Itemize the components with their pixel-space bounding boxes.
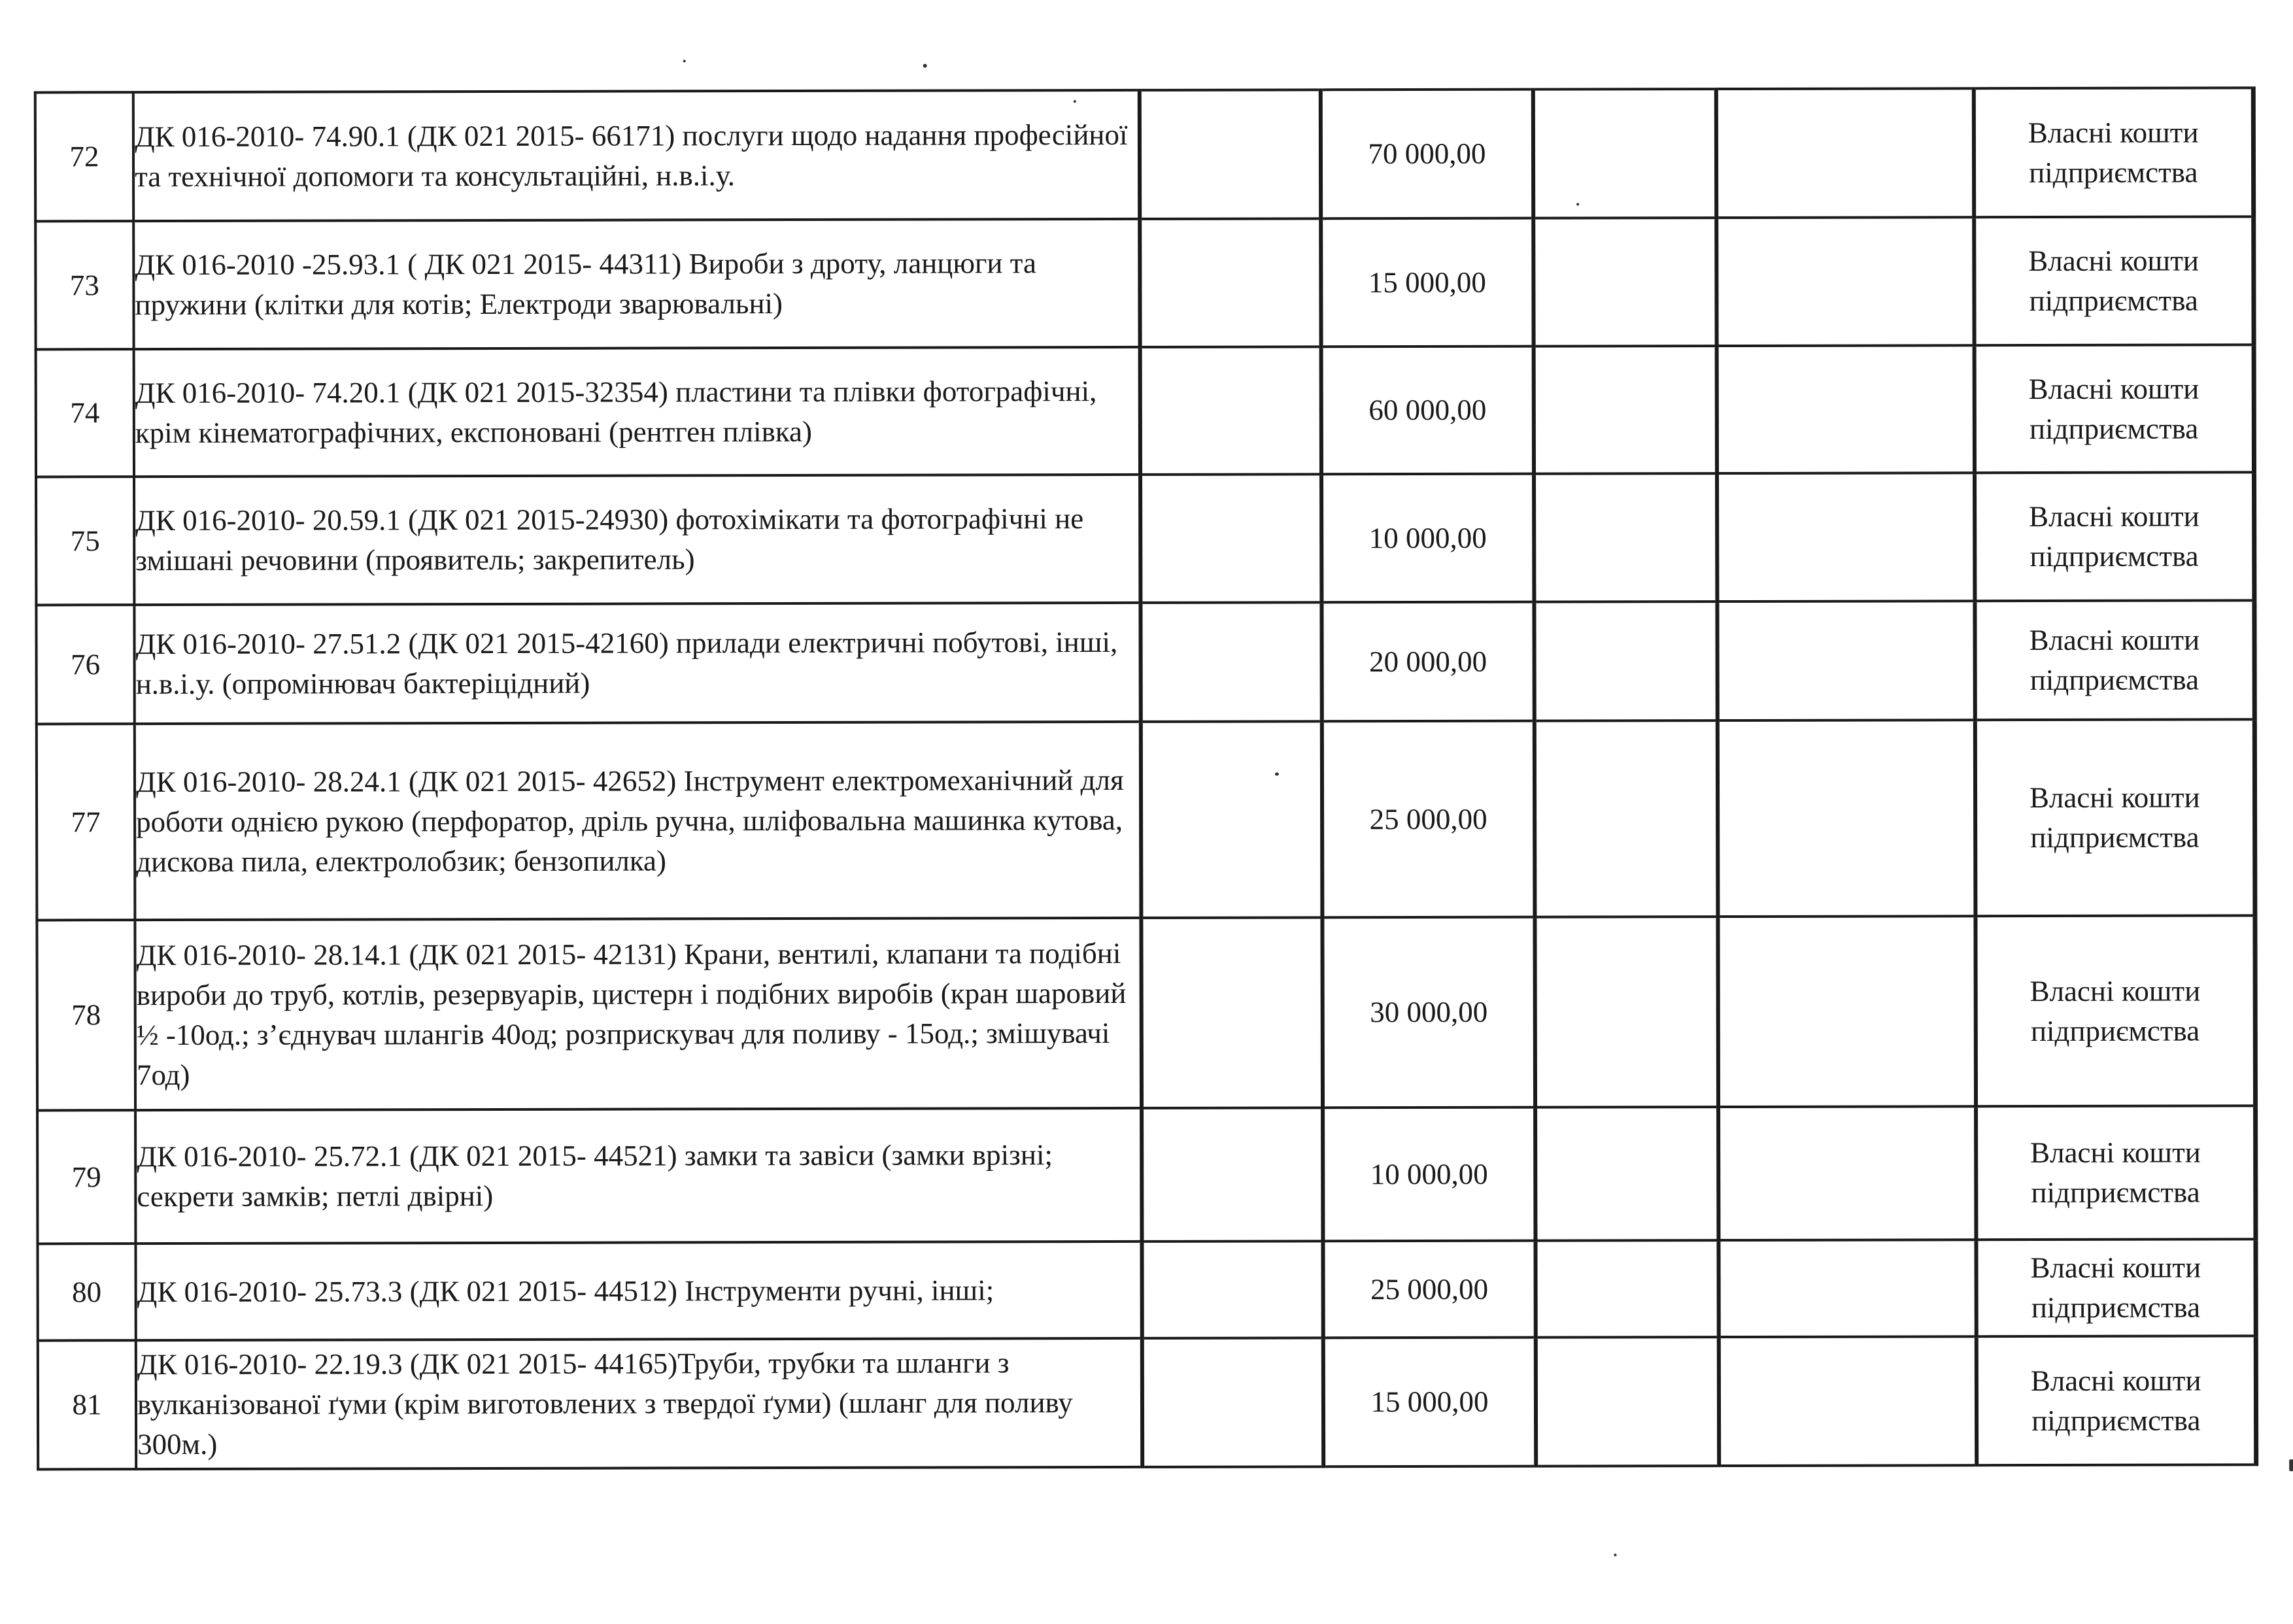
empty-cell	[1716, 88, 1974, 218]
row-number: 75	[36, 477, 134, 605]
funding-source-line2: підприємства	[2029, 156, 2198, 189]
funding-source-line2: підприємства	[2030, 820, 2200, 854]
expected-cost: 30 000,00	[1322, 917, 1535, 1108]
empty-cell	[1140, 474, 1321, 603]
funding-source	[1976, 1106, 2255, 1240]
expected-cost: 60 000,00	[1321, 347, 1534, 475]
expected-cost: 20 000,00	[1321, 602, 1534, 722]
row-number: 80	[37, 1243, 135, 1340]
expected-cost: 15 000,00	[1323, 1338, 1536, 1467]
funding-source-line1: Власні кошти	[2029, 781, 2200, 815]
item-description: ДК 016-2010- 25.73.3 (ДК 021 2015- 44512) Інструменти ручні, інші;	[135, 1242, 1142, 1340]
procurement-plan-table	[34, 86, 2258, 1470]
empty-cell	[1718, 1240, 1976, 1337]
empty-cell	[1534, 473, 1717, 602]
funding-source	[1975, 472, 2254, 601]
funding-source	[1975, 345, 2254, 473]
empty-cell	[1718, 1106, 1976, 1240]
empty-cell	[1717, 473, 1975, 601]
scan-speck	[1614, 1553, 1616, 1556]
empty-cell	[1533, 89, 1716, 218]
empty-cell	[1719, 1336, 1977, 1466]
empty-cell	[1534, 601, 1717, 721]
table-row	[37, 915, 2255, 1110]
funding-source-line2: підприємства	[2029, 412, 2199, 445]
empty-cell	[1718, 720, 1976, 917]
empty-cell	[1140, 90, 1321, 219]
table-row	[37, 1106, 2255, 1243]
funding-source-line2: підприємства	[2031, 1176, 2200, 1210]
table-row	[36, 345, 2254, 477]
funding-source	[1974, 216, 2253, 345]
empty-cell	[1535, 1107, 1718, 1241]
expected-cost: 70 000,00	[1321, 90, 1533, 219]
funding-source-line1: Власні кошти	[2028, 116, 2199, 149]
table-row	[38, 1336, 2256, 1469]
empty-cell	[1534, 346, 1717, 474]
empty-cell	[1142, 1338, 1323, 1467]
empty-cell	[1140, 218, 1321, 347]
empty-cell	[1718, 916, 1976, 1107]
table-row	[35, 216, 2253, 349]
table-row	[37, 719, 2255, 920]
funding-source-line1: Власні кошти	[2030, 1251, 2201, 1285]
scan-speck	[683, 59, 686, 62]
item-description: ДК 016-2010- 28.14.1 (ДК 021 2015- 42131) Крани, вентилі, клапани та подібні вироби до труб, котлів, резервуарів, цистерн і подібних виробів (кран шаровий ½ -10од.; з’єднувач шлангів 40од; розприскувач для поливу - 15од.; змішувачі 7од)	[135, 918, 1142, 1110]
funding-source-line1: Власні кошти	[2029, 623, 2200, 657]
funding-source-line1: Власні кошти	[2028, 244, 2199, 278]
funding-source	[1974, 88, 2253, 217]
row-number: 74	[36, 349, 134, 477]
scan-speck	[2289, 1459, 2293, 1471]
funding-source-line1: Власні кошти	[2030, 1136, 2201, 1170]
empty-cell	[1535, 720, 1718, 917]
item-description: ДК 016-2010- 74.20.1 (ДК 021 2015-32354) пластини та плівки фотографічні, крім кінематографічних, експоновані (рентген плівка)	[134, 347, 1140, 477]
empty-cell	[1140, 347, 1321, 475]
row-number: 77	[37, 724, 135, 920]
empty-cell	[1141, 721, 1323, 918]
item-description: ДК 016-2010- 74.90.1 (ДК 021 2015- 66171) послуги щодо надання професійної та технічної допомоги та консультаційні, н.в.і.у.	[133, 90, 1140, 221]
row-number: 78	[37, 920, 135, 1110]
funding-source	[1976, 1239, 2255, 1336]
funding-source-line2: підприємства	[2031, 1291, 2201, 1325]
item-description: ДК 016-2010- 22.19.3 (ДК 021 2015- 44165)Труби, трубки та шланги з вулканізованої ґуми (крім виготовлених з твердої ґуми) (шланг для поливу 300м.)	[136, 1338, 1142, 1469]
funding-source	[1975, 915, 2255, 1106]
funding-source	[1977, 1336, 2256, 1465]
item-description: ДК 016-2010- 25.72.1 (ДК 021 2015- 44521) замки та завіси (замки врізні; секрети замків; петлі двірні)	[135, 1108, 1142, 1243]
funding-source-line2: підприємства	[2029, 284, 2198, 318]
item-description: ДК 016-2010- 27.51.2 (ДК 021 2015-42160) прилади електричні побутові, інші, н.в.і.у. (опромінювач бактеріцідний)	[134, 603, 1140, 724]
funding-source-line1: Власні кошти	[2030, 974, 2201, 1007]
empty-cell	[1716, 217, 1974, 346]
item-description: ДК 016-2010- 20.59.1 (ДК 021 2015-24930) фотохімікати та фотографічні не змішані речовини (проявитель; закрепитель)	[134, 475, 1140, 605]
expected-cost: 25 000,00	[1322, 721, 1535, 918]
row-number: 81	[38, 1340, 136, 1469]
funding-source	[1975, 600, 2254, 720]
funding-source-line2: підприємства	[2031, 1404, 2201, 1437]
table-row	[36, 472, 2254, 605]
empty-cell	[1142, 1241, 1323, 1338]
funding-source-line2: підприємства	[2030, 1014, 2200, 1047]
expected-cost: 15 000,00	[1321, 218, 1533, 347]
expected-cost: 25 000,00	[1323, 1241, 1535, 1338]
table-row	[35, 88, 2253, 221]
scan-speck	[923, 64, 927, 68]
empty-cell	[1140, 602, 1321, 722]
item-description: ДК 016-2010- 28.24.1 (ДК 021 2015- 42652) Інструмент електромеханічний для роботи однією рукою (перфоратор, дріль ручна, шліфовальна машинка кутова, дискова пила, електролобзик; бензопилка)	[135, 722, 1142, 920]
empty-cell	[1536, 1337, 1719, 1466]
table-row	[37, 1239, 2255, 1340]
row-number: 79	[37, 1110, 135, 1243]
empty-cell	[1533, 218, 1716, 347]
row-number: 76	[36, 605, 134, 724]
empty-cell	[1717, 345, 1975, 473]
funding-source-line1: Власні кошти	[2030, 1364, 2201, 1397]
funding-source-line1: Власні кошти	[2028, 372, 2200, 405]
empty-cell	[1717, 601, 1975, 720]
table-row	[36, 600, 2254, 724]
empty-cell	[1141, 917, 1323, 1108]
funding-source-line2: підприємства	[2030, 663, 2200, 697]
empty-cell	[1142, 1108, 1323, 1242]
expected-cost: 10 000,00	[1321, 474, 1534, 603]
funding-source-line2: підприємства	[2030, 539, 2199, 573]
empty-cell	[1535, 1240, 1718, 1338]
item-description: ДК 016-2010 -25.93.1 ( ДК 021 2015- 44311) Вироби з дроту, ланцюги та пружини (клітки для котів; Електроди зварювальні)	[133, 219, 1140, 349]
funding-source	[1975, 719, 2255, 916]
empty-cell	[1535, 917, 1718, 1108]
expected-cost: 10 000,00	[1323, 1108, 1535, 1242]
row-number: 73	[35, 221, 133, 349]
row-number: 72	[35, 92, 133, 221]
funding-source-line1: Власні кошти	[2028, 499, 2200, 533]
